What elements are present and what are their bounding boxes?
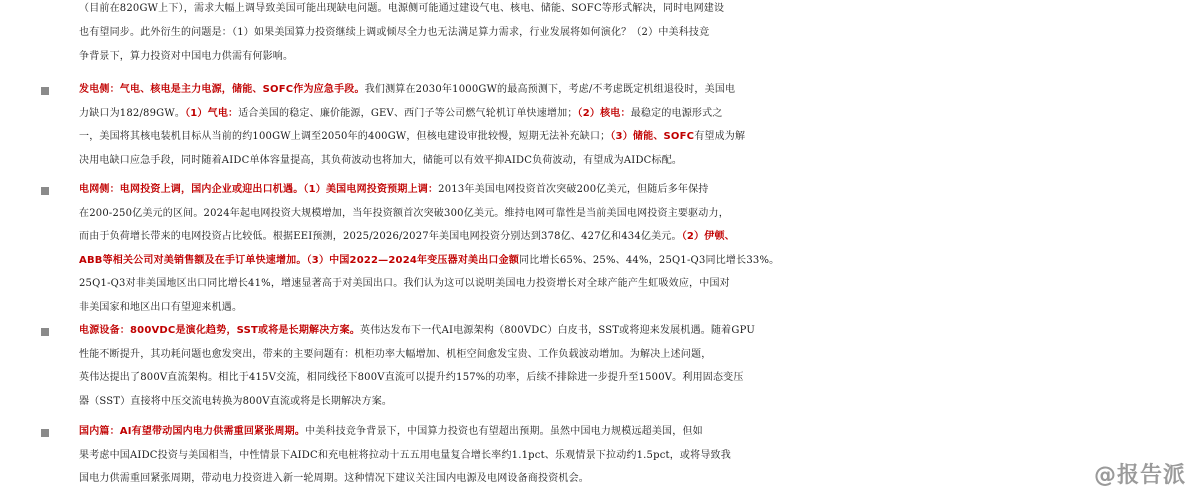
paragraph-line: [79, 202, 1200, 226]
body-text: 25Q1-Q3对非美国地区出口同比增长41%，增速显著高于对美国出口。我们认为这可以说明美国电力投资增长对全球产能产生虹吸效应，中国对: [79, 278, 730, 289]
bullet-marker: [41, 187, 49, 195]
paragraph-line: [79, 78, 1200, 102]
body-text: 有望成为解: [694, 131, 746, 142]
paragraph-line: [79, 225, 1200, 249]
paragraph-line: [79, 444, 1200, 468]
intro-line: 争背景下，算力投资对中国电力供需有何影响。: [79, 51, 294, 62]
body-text: 在200-250亿美元的区间。2024年起电网投资大规模增加，当年投资额首次突破300亿美元。维持电网可靠性是当前美国电网投资主要驱动力，: [79, 207, 729, 219]
body-text: 性能不断提升，其功耗问题也愈发突出，带来的主要问题有：机柜功率大幅增加、机柜空间愈发宝贵、工作负载波动增加。为解决上述问题，: [79, 348, 712, 360]
body-text: 非美国家和地区出口有望迎来机遇。: [79, 301, 243, 313]
body-text: 适合美国的稳定、廉价能源，GEV、西门子等公司燃气轮机订单快速增加；: [238, 107, 578, 119]
highlight-text: ABB等相关公司对美销售额及在手订单快速增加。: [79, 254, 307, 266]
body-text: 最稳定的电源形式之: [630, 107, 723, 119]
highlight-text: （3）中国2022—2024年变压器对美出口金额: [306, 254, 520, 266]
intro-line: 也有望同步。此外衍生的问题是：（1）如果美国算力投资继续上调或倾尽全力也无法满足算力需求，行业发展将如何演化？（2）中美科技竞: [79, 27, 710, 38]
watermark: @报告派: [1093, 463, 1186, 488]
intro-line: （目前在820GW上下），需求大幅上调导致美国可能出现缺电问题。电源侧可能通过建设气电、核电、储能、SOFC等形式解决，同时电网建设: [79, 3, 725, 14]
body-text: 力缺口为182/89GW。: [79, 107, 186, 119]
paragraph-line: [79, 178, 1200, 202]
paragraph-line: [79, 319, 1200, 343]
highlight-text: （2）伊顿、: [681, 231, 735, 242]
paragraph-line: [79, 149, 1200, 173]
body-text: 我们测算在2030年1000GW的最高预测下，考虑/不考虑既定机组退役时，美国电: [364, 84, 736, 95]
bullet-marker: [41, 87, 49, 95]
body-text: 决用电缺口应急手段，同时随着AIDC单体容量提高，其负荷波动也将加大，储能可以有效平抑AIDC负荷波动，有望成为AIDC标配。: [79, 154, 683, 166]
body-text: 器（SST）直接将中压交流电转换为800V直流或将是长期解决方案。: [79, 395, 393, 407]
highlight-text: （1）美国电网投资预期上调：: [303, 184, 439, 195]
paragraph-line: [79, 390, 1200, 414]
highlight-text: （2）核电：: [577, 107, 631, 119]
highlight-text: 电源设备：800VDC是演化趋势，SST或将是长期解决方案。: [79, 325, 361, 336]
paragraph-line: [79, 296, 1200, 320]
body-text: 一，美国将其核电装机目标从当前的约100GW上调至2050年的400GW，但核电建设审批较慢，短期无法补充缺口；: [79, 131, 611, 142]
body-text: 2013年美国电网投资首次突破200亿美元，但随后多年保持: [438, 184, 709, 195]
body-text: 英伟达发布下一代AI电源架构（800VDC）白皮书，SST或将迎来发展机遇。随着GPU: [360, 325, 755, 336]
highlight-text: 电网侧：电网投资上调，国内企业或迎出口机遇。: [79, 184, 304, 195]
body-text: 中美科技竞争背景下，中国算力投资也有望超出预期。虽然中国电力规模远超美国，但如: [305, 426, 703, 437]
body-text: 同比增长65%、25%、44%，25Q1-Q3同比增长33%。: [519, 254, 780, 266]
bullet-marker: [41, 429, 49, 437]
paragraph-line: [79, 343, 1200, 367]
highlight-text: （1）气电：: [185, 107, 239, 119]
paragraph-line: [79, 102, 1200, 126]
body-text: 而由于负荷增长带来的电网投资占比较低。根据EEI预测，2025/2026/2027年美国电网投资分别达到378亿、427亿和434亿美元。: [79, 231, 682, 242]
paragraph-line: [79, 249, 1200, 273]
body-text: 果考虑中国AIDC投资与美国相当，中性情景下AIDC和充电桩将拉动十五五用电量复合增长率约1.1pct、乐观情景下拉动约1.5pct，或将导致我: [79, 449, 731, 461]
paragraph-line: [79, 125, 1200, 149]
highlight-text: （3）储能、SOFC: [610, 131, 695, 142]
body-text: 英伟达提出了800V直流架构。相比于415V交流，相同线径下800V直流可以提升约157%的功率，后续不排除进一步提升至1500V。利用固态变压: [79, 372, 744, 383]
paragraph-line: [79, 366, 1200, 390]
highlight-text: 国内篇：AI有望带动国内电力供需重回紧张周期。: [79, 426, 306, 437]
paragraph-line: [79, 272, 1200, 296]
bullet-marker: [41, 328, 49, 336]
paragraph-line: [79, 420, 1200, 444]
body-text: 国电力供需重回紧张周期，带动电力投资进入新一轮周期。这种情况下建议关注国内电源及电网设备商投资机会。: [79, 473, 589, 484]
highlight-text: 发电侧：气电、核电是主力电源，储能、SOFC作为应急手段。: [79, 84, 365, 95]
paragraph-line: [79, 467, 1200, 491]
